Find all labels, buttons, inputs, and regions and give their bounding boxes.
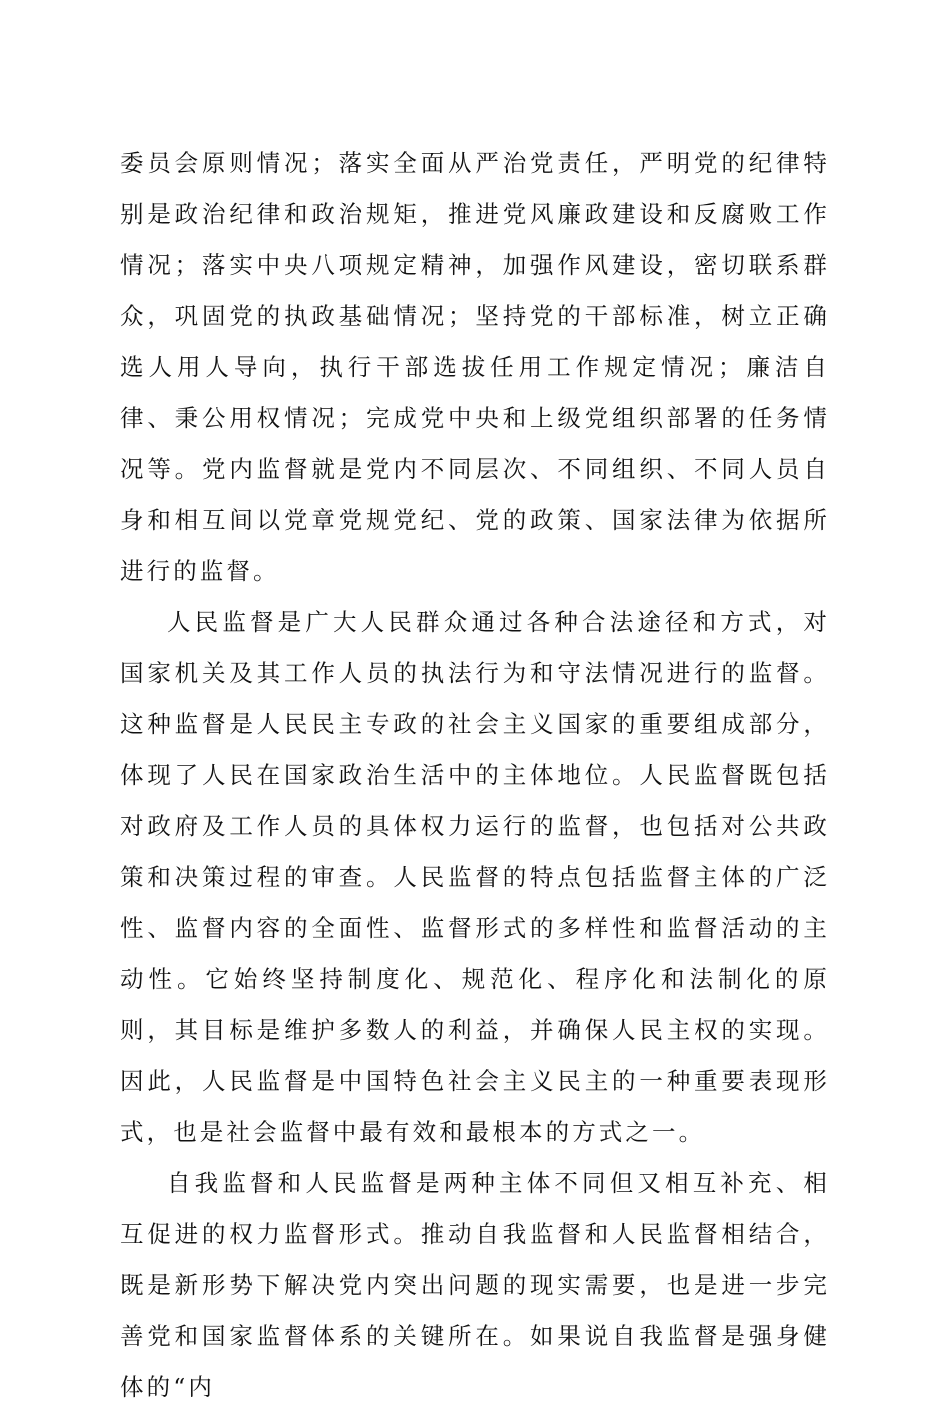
- paragraph-3: 自我监督和人民监督是两种主体不同但又相互补充、相互促进的权力监督形式。推动自我监督和人民监督相结合，既是新形势下解决党内突出问题的现实需要，也是进一步完善党和国家监督体系的关键所在。如果说自我监督是强身健体的“内: [120, 1169, 830, 1401]
- paragraph-1: 委员会原则情况；落实全面从严治党责任，严明党的纪律特别是政治纪律和政治规矩，推进党风廉政建设和反腐败工作情况；落实中央八项规定精神，加强作风建设，密切联系群众，巩固党的执政基础情况；坚持党的干部标准，树立正确选人用人导向，执行干部选拔任用工作规定情况；廉洁自律、秉公用权情况；完成党中央和上级党组织部署的任务情况等。党内监督就是党内不同层次、不同组织、不同人员自身和相互间以党章党规党纪、党的政策、国家法律为依据所进行的监督。: [120, 149, 830, 585]
- document-body: [120, 138, 830, 1413]
- paragraph-2: 人民监督是广大人民群众通过各种合法途径和方式，对国家机关及其工作人员的执法行为和守法情况进行的监督。这种监督是人民民主专政的社会主义国家的重要组成部分，体现了人民在国家政治生活中的主体地位。人民监督既包括对政府及工作人员的具体权力运行的监督，也包括对公共政策和决策过程的审查。人民监督的特点包括监督主体的广泛性、监督内容的全面性、监督形式的多样性和监督活动的主动性。它始终坚持制度化、规范化、程序化和法制化的原则，其目标是维护多数人的利益，并确保人民主权的实现。因此，人民监督是中国特色社会主义民主的一种重要表现形式，也是社会监督中最有效和最根本的方式之一。: [120, 608, 830, 1146]
